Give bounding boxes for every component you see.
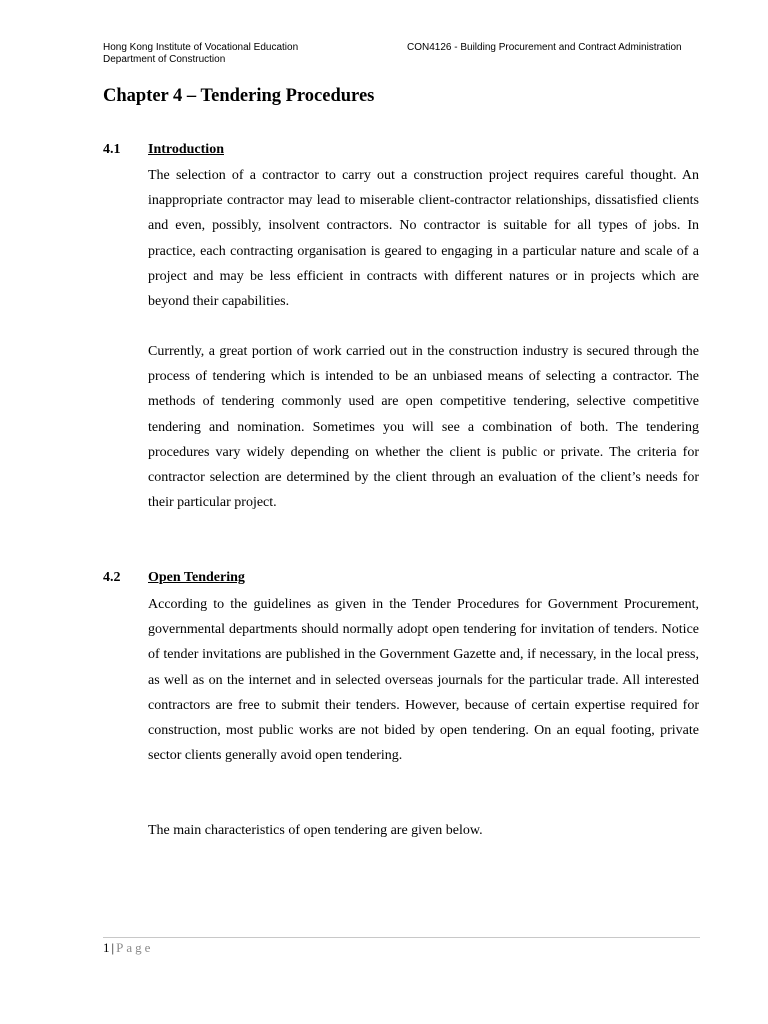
section-heading-4-1	[103, 142, 224, 158]
section-number: 4.2	[103, 570, 121, 585]
section-number: 4.1	[103, 142, 121, 157]
footer-separator: |	[111, 940, 115, 955]
section-title: Introduction	[148, 142, 224, 157]
paragraph-introduction-1: The selection of a contractor to carry out a construction project requires careful thought. An inappropriate contractor may lead to miserable client-contractor relationships, dissatisfied clients and even, possibly, insolvent contractors. No contractor is suitable for all types of jobs. In practice, each contracting organisation is geared to engaging in a particular nature and scale of a project and may be less efficient in contracts with different natures or in projects which are beyond their capabilities.	[148, 168, 699, 310]
header-left	[103, 42, 298, 66]
header-course: CON4126 - Building Procurement and Contract Administration	[407, 42, 682, 53]
paragraph-introduction-2: Currently, a great portion of work carried out in the construction industry is secured through the process of tendering which is intended to be an unbiased means of selecting a contractor. The methods of tendering commonly used are open competitive tendering, selective competitive tendering and nomination. Sometimes you will see a combination of both. The tendering procedures vary widely depending on whether the client is public or private. The criteria for contractor selection are determined by the client through an evaluation of the client’s needs for their particular project.	[148, 344, 699, 511]
section-title: Open Tendering	[148, 570, 245, 585]
paragraph-open-tendering-1: According to the guidelines as given in the Tender Procedures for Government Procurement, governmental departments should normally adopt open tendering for invitation of tenders. Notice of tender invitations are published in the Government Gazette and, if necessary, in the local press, as well as on the internet and in selected overseas journals for the particular trade. All interested contractors are free to submit their tenders. However, because of certain expertise required for construction, most public works are not bided by open tendering. On an equal footing, private sector clients generally avoid open tendering.	[148, 597, 699, 764]
header-institute: Hong Kong Institute of Vocational Education	[103, 42, 299, 53]
section-heading-4-2	[103, 570, 245, 586]
footer-divider	[103, 937, 700, 938]
header-department: Department of Construction	[103, 54, 226, 65]
footer-page-label: Page	[116, 940, 154, 955]
paragraph-open-tendering-2: The main characteristics of open tendering are given below.	[148, 823, 483, 838]
footer-page-number: 1	[103, 940, 110, 955]
chapter-title: Chapter 4 – Tendering Procedures	[103, 86, 375, 106]
page-footer	[103, 940, 153, 956]
